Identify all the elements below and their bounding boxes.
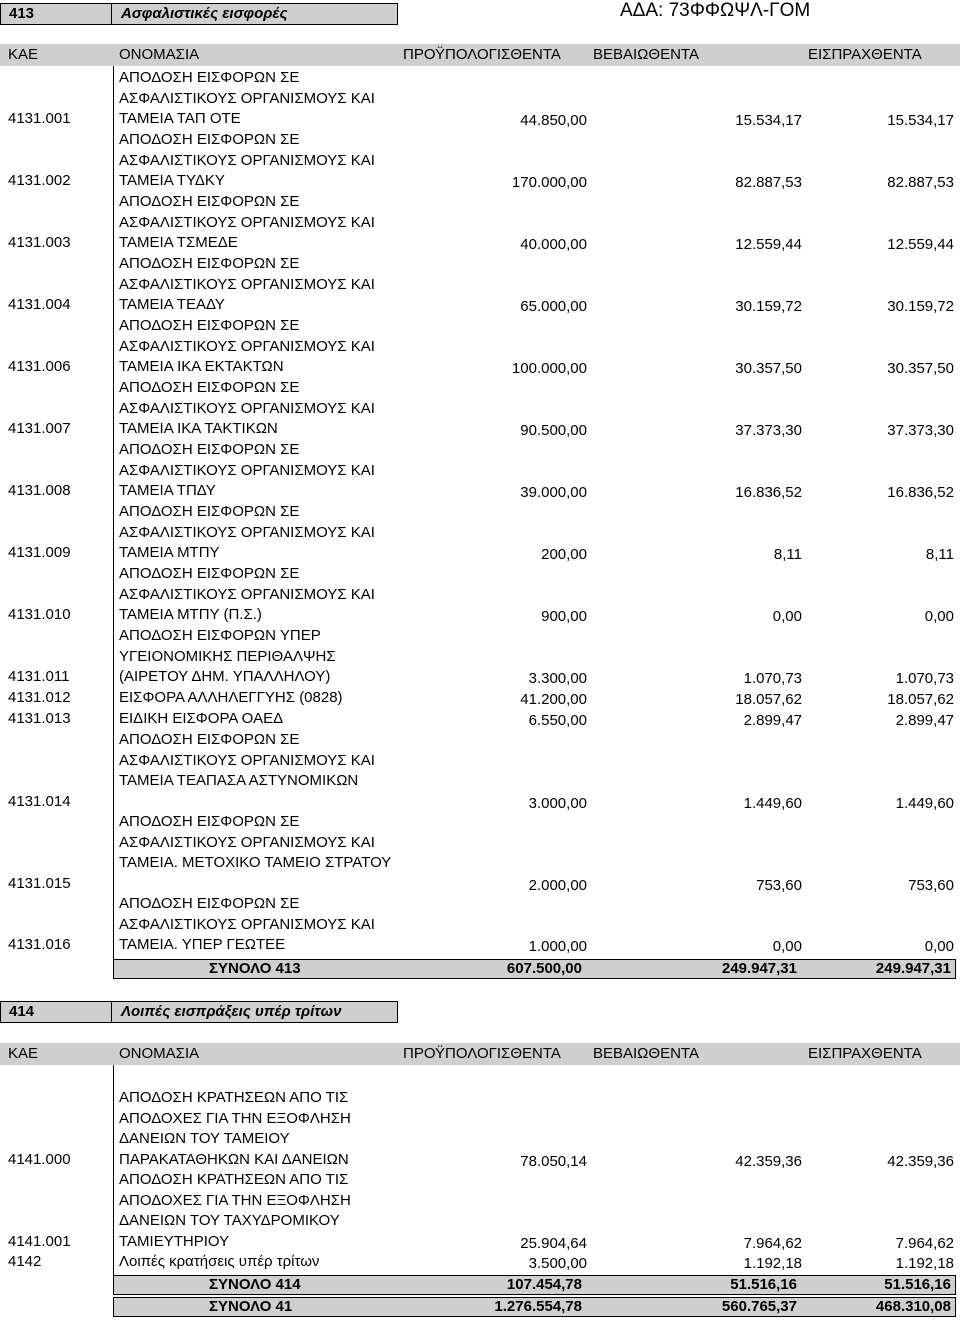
row-planned: 200,00	[541, 546, 587, 563]
table-row	[0, 130, 960, 192]
header-certified: ΒΕΒΑΙΩΘΕΝΤΑ	[593, 1045, 699, 1062]
row-name: ΑΠΟΔΟΣΗ ΕΙΣΦΟΡΩΝ ΣΕ ΑΣΦΑΛΙΣΤΙΚΟΥΣ ΟΡΓΑΝΙΣΜΟΥΣ ΚΑΙ ΤΑΜΕΙΑ ΤΠΔΥ	[119, 441, 375, 499]
row-code: 4131.013	[8, 710, 71, 727]
row-certified: 8,11	[773, 546, 802, 563]
row-planned: 40.000,00	[520, 236, 587, 253]
row-code: 4131.016	[8, 936, 71, 953]
table-row	[0, 709, 960, 730]
row-planned: 90.500,00	[520, 422, 587, 439]
section-heading	[0, 1001, 398, 1023]
row-certified: 0,00	[772, 938, 802, 955]
row-planned: 3.300,00	[528, 670, 587, 687]
section-heading	[0, 3, 398, 25]
row-collected: 16.836,52	[887, 484, 954, 501]
row-code: 4131.003	[8, 234, 71, 251]
row-certified: 42.359,36	[735, 1152, 802, 1170]
row-code: 4131.009	[8, 544, 71, 561]
row-name: ΑΠΟΔΟΣΗ ΕΙΣΦΟΡΩΝ ΣΕ ΑΣΦΑΛΙΣΤΙΚΟΥΣ ΟΡΓΑΝΙΣΜΟΥΣ ΚΑΙ ΤΑΜΕΙΑ. ΥΠΕΡ ΓΕΩΤΕΕ	[119, 895, 375, 953]
row-certified: 7.964,62	[743, 1234, 802, 1252]
total-label: ΣΥΝΟΛΟ 413	[209, 960, 301, 977]
row-certified: 37.373,30	[735, 422, 802, 439]
row-planned: 3.500,00	[528, 1255, 587, 1272]
row-code: 4131.011	[8, 668, 70, 685]
table-row	[0, 1170, 960, 1252]
row-certified: 30.159,72	[735, 298, 802, 315]
table-row	[0, 894, 960, 956]
row-certified: 0,00	[772, 608, 802, 625]
header-certified: ΒΕΒΑΙΩΘΕΝΤΑ	[593, 46, 699, 63]
total-collected: 249.947,31	[875, 960, 951, 977]
table-row	[0, 626, 960, 688]
divider	[111, 4, 112, 24]
row-certified: 1.192,18	[743, 1255, 802, 1272]
row-planned: 100.000,00	[511, 360, 587, 377]
total-collected: 51.516,16	[884, 1276, 951, 1293]
row-name: ΑΠΟΔΟΣΗ ΕΙΣΦΟΡΩΝ ΣΕ ΑΣΦΑΛΙΣΤΙΚΟΥΣ ΟΡΓΑΝΙΣΜΟΥΣ ΚΑΙ ΤΑΜΕΙΑ ΤΕΑΠΑΣΑ ΑΣΤΥΝΟΜΙΚΩΝ	[119, 731, 375, 789]
row-planned: 170.000,00	[511, 174, 587, 191]
row-name: ΑΠΟΔΟΣΗ ΚΡΑΤΗΣΕΩΝ ΑΠΟ ΤΙΣ ΑΠΟΔΟΧΕΣ ΓΙΑ ΤΗΝ ΕΞΟΦΛΗΣΗ ΔΑΝΕΙΩΝ ΤΟΥ ΤΑΧΥΔΡΟΜΙΚΟΥ ΤΑΜΙΕΥΤΗΡΙΟΥ	[119, 1171, 351, 1250]
total-41	[113, 1297, 956, 1317]
row-collected: 12.559,44	[887, 236, 954, 253]
total-label: ΣΥΝΟΛΟ 414	[209, 1276, 301, 1293]
row-code: 4142	[8, 1253, 42, 1270]
table-header	[0, 44, 960, 66]
row-name: ΑΠΟΔΟΣΗ ΕΙΣΦΟΡΩΝ ΥΠΕΡ ΥΓΕΙΟΝΟΜΙΚΗΣ ΠΕΡΙΘΑΛΨΗΣ (ΑΙΡΕΤΟΥ ΔΗΜ. ΥΠΑΛΛΗΛΟΥ)	[119, 627, 336, 685]
section-code: 414	[9, 1003, 35, 1020]
row-certified: 15.534,17	[735, 112, 802, 129]
row-code: 4141.001	[8, 1232, 71, 1250]
table-row	[0, 502, 960, 564]
table-row	[0, 812, 960, 894]
total-414	[113, 1275, 956, 1295]
table-row	[0, 564, 960, 626]
row-certified: 1.449,60	[743, 794, 802, 812]
row-collected: 8,11	[925, 546, 954, 563]
header-name: ΟΝΟΜΑΣΙΑ	[119, 1045, 200, 1062]
row-name: Λοιπές κρατήσεις υπέρ τρίτων	[119, 1253, 320, 1270]
row-certified: 82.887,53	[735, 174, 802, 191]
total-collected: 468.310,08	[875, 1298, 951, 1315]
row-collected: 42.359,36	[887, 1152, 954, 1170]
total-certified: 560.765,37	[721, 1298, 797, 1315]
row-name: ΑΠΟΔΟΣΗ ΕΙΣΦΟΡΩΝ ΣΕ ΑΣΦΑΛΙΣΤΙΚΟΥΣ ΟΡΓΑΝΙΣΜΟΥΣ ΚΑΙ ΤΑΜΕΙΑ ΙΚΑ ΤΑΚΤΙΚΩΝ	[119, 379, 375, 437]
row-collected: 0,00	[924, 608, 954, 625]
table-row	[0, 68, 960, 130]
row-collected: 0,00	[924, 938, 954, 955]
row-collected: 1.070,73	[895, 670, 954, 687]
header-name: ΟΝΟΜΑΣΙΑ	[119, 46, 200, 63]
total-413	[113, 959, 956, 979]
total-planned: 1.276.554,78	[494, 1298, 582, 1315]
table-row	[0, 316, 960, 378]
table-row	[0, 254, 960, 316]
total-certified: 249.947,31	[721, 960, 797, 977]
row-code: 4131.012	[8, 689, 71, 706]
row-code: 4131.004	[8, 296, 71, 313]
row-certified: 18.057,62	[735, 691, 802, 708]
row-name: ΑΠΟΔΟΣΗ ΕΙΣΦΟΡΩΝ ΣΕ ΑΣΦΑΛΙΣΤΙΚΟΥΣ ΟΡΓΑΝΙΣΜΟΥΣ ΚΑΙ ΤΑΜΕΙΑ ΤΕΑΔΥ	[119, 255, 375, 313]
row-planned: 900,00	[541, 608, 587, 625]
row-planned: 44.850,00	[520, 112, 587, 129]
total-certified: 51.516,16	[730, 1276, 797, 1293]
row-name: ΑΠΟΔΟΣΗ ΕΙΣΦΟΡΩΝ ΣΕ ΑΣΦΑΛΙΣΤΙΚΟΥΣ ΟΡΓΑΝΙΣΜΟΥΣ ΚΑΙ ΤΑΜΕΙΑ ΜΤΠΥ (Π.Σ.)	[119, 565, 375, 623]
row-collected: 1.192,18	[895, 1255, 954, 1272]
row-name: ΑΠΟΔΟΣΗ ΕΙΣΦΟΡΩΝ ΣΕ ΑΣΦΑΛΙΣΤΙΚΟΥΣ ΟΡΓΑΝΙΣΜΟΥΣ ΚΑΙ ΤΑΜΕΙΑ ΤΥΔΚΥ	[119, 131, 375, 189]
row-planned: 78.050,14	[520, 1152, 587, 1170]
row-code: 4131.007	[8, 420, 71, 437]
row-collected: 30.357,50	[887, 360, 954, 377]
row-collected: 2.899,47	[895, 712, 954, 729]
table-row	[0, 1252, 960, 1273]
row-name: ΑΠΟΔΟΣΗ ΕΙΣΦΟΡΩΝ ΣΕ ΑΣΦΑΛΙΣΤΙΚΟΥΣ ΟΡΓΑΝΙΣΜΟΥΣ ΚΑΙ ΤΑΜΕΙΑ ΤΣΜΕΔΕ	[119, 193, 375, 251]
row-collected: 7.964,62	[895, 1234, 954, 1252]
table-row	[0, 688, 960, 709]
row-name: ΑΠΟΔΟΣΗ ΚΡΑΤΗΣΕΩΝ ΑΠΟ ΤΙΣ ΑΠΟΔΟΧΕΣ ΓΙΑ ΤΗΝ ΕΞΟΦΛΗΣΗ ΔΑΝΕΙΩΝ ΤΟΥ ΤΑΜΕΙΟΥ ΠΑΡΑΚΑΤΑΘΗΚΩΝ ΚΑΙ ΔΑΝΕΙΩΝ	[119, 1089, 351, 1168]
row-certified: 2.899,47	[743, 712, 802, 729]
table-row	[0, 730, 960, 812]
row-code: 4131.015	[8, 874, 71, 892]
row-name: ΑΠΟΔΟΣΗ ΕΙΣΦΟΡΩΝ ΣΕ ΑΣΦΑΛΙΣΤΙΚΟΥΣ ΟΡΓΑΝΙΣΜΟΥΣ ΚΑΙ ΤΑΜΕΙΑ ΤΑΠ ΟΤΕ	[119, 69, 375, 127]
row-name: ΕΙΣΦΟΡΑ ΑΛΛΗΛΕΓΓΥΗΣ (0828)	[119, 689, 343, 706]
row-collected: 15.534,17	[887, 112, 954, 129]
row-collected: 753,60	[908, 876, 954, 894]
row-planned: 3.000,00	[528, 794, 587, 812]
row-code: 4131.006	[8, 358, 71, 375]
row-code: 4131.001	[8, 110, 71, 127]
table-row	[0, 378, 960, 440]
row-name: ΑΠΟΔΟΣΗ ΕΙΣΦΟΡΩΝ ΣΕ ΑΣΦΑΛΙΣΤΙΚΟΥΣ ΟΡΓΑΝΙΣΜΟΥΣ ΚΑΙ ΤΑΜΕΙΑ. ΜΕΤΟΧΙΚΟ ΤΑΜΕΙΟ ΣΤΡΑΤΟΥ	[119, 813, 392, 871]
row-certified: 16.836,52	[735, 484, 802, 501]
row-collected: 1.449,60	[895, 794, 954, 812]
row-certified: 12.559,44	[735, 236, 802, 253]
header-planned: ΠΡΟΫΠΟΛΟΓΙΣΘΕΝΤΑ	[403, 1045, 561, 1062]
row-certified: 753,60	[756, 876, 802, 894]
row-name: ΑΠΟΔΟΣΗ ΕΙΣΦΟΡΩΝ ΣΕ ΑΣΦΑΛΙΣΤΙΚΟΥΣ ΟΡΓΑΝΙΣΜΟΥΣ ΚΑΙ ΤΑΜΕΙΑ ΜΤΠΥ	[119, 503, 375, 561]
row-collected: 37.373,30	[887, 422, 954, 439]
section-title: Ασφαλιστικές εισφορές	[121, 5, 288, 22]
row-planned: 41.200,00	[520, 691, 587, 708]
row-planned: 1.000,00	[528, 938, 587, 955]
header-kae: ΚΑΕ	[8, 46, 39, 63]
table-row	[0, 440, 960, 502]
total-planned: 107.454,78	[506, 1276, 582, 1293]
row-planned: 39.000,00	[520, 484, 587, 501]
row-code: 4141.000	[8, 1150, 71, 1168]
row-planned: 6.550,00	[528, 712, 587, 729]
row-certified: 1.070,73	[743, 670, 802, 687]
row-collected: 82.887,53	[887, 174, 954, 191]
ada-code: ΑΔΑ: 73ΦΦΩΨΛ-ΓΟΜ	[620, 0, 811, 21]
header-collected: ΕΙΣΠΡΑΧΘΕΝΤΑ	[808, 1045, 922, 1062]
row-collected: 18.057,62	[887, 691, 954, 708]
section-title: Λοιπές εισπράξεις υπέρ τρίτων	[121, 1003, 342, 1020]
row-code: 4131.014	[8, 792, 71, 810]
row-code: 4131.010	[8, 606, 71, 623]
row-planned: 25.904,64	[520, 1234, 587, 1252]
table-row	[0, 1088, 960, 1170]
row-name: ΑΠΟΔΟΣΗ ΕΙΣΦΟΡΩΝ ΣΕ ΑΣΦΑΛΙΣΤΙΚΟΥΣ ΟΡΓΑΝΙΣΜΟΥΣ ΚΑΙ ΤΑΜΕΙΑ ΙΚΑ ΕΚΤΑΚΤΩΝ	[119, 317, 375, 375]
row-code: 4131.008	[8, 482, 71, 499]
header-planned: ΠΡΟΫΠΟΛΟΓΙΣΘΕΝΤΑ	[403, 46, 561, 63]
total-label: ΣΥΝΟΛΟ 41	[209, 1298, 293, 1315]
row-code: 4131.002	[8, 172, 71, 189]
total-planned: 607.500,00	[506, 960, 582, 977]
row-planned: 65.000,00	[520, 298, 587, 315]
header-kae: ΚΑΕ	[8, 1045, 39, 1062]
table-header	[0, 1043, 960, 1065]
section-code: 413	[9, 5, 35, 22]
table-row	[0, 192, 960, 254]
row-collected: 30.159,72	[887, 298, 954, 315]
header-collected: ΕΙΣΠΡΑΧΘΕΝΤΑ	[808, 46, 922, 63]
row-name: ΕΙΔΙΚΗ ΕΙΣΦΟΡΑ ΟΑΕΔ	[119, 710, 284, 727]
row-planned: 2.000,00	[528, 876, 587, 894]
divider	[111, 1002, 112, 1022]
row-certified: 30.357,50	[735, 360, 802, 377]
